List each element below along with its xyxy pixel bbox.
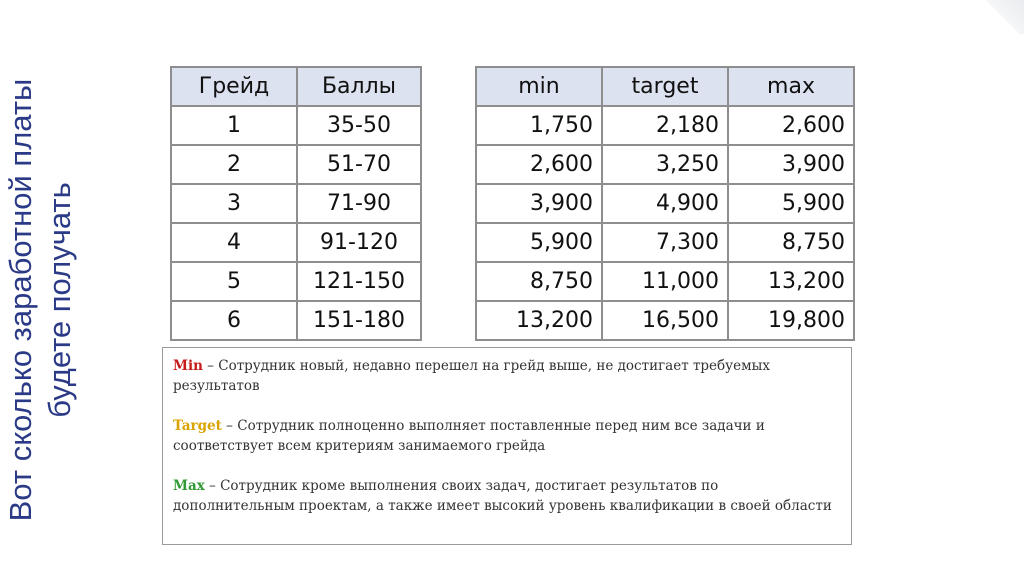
target-cell: 11,000 — [602, 262, 728, 301]
min-cell: 2,600 — [476, 145, 602, 184]
target-cell: 7,300 — [602, 223, 728, 262]
target-cell: 16,500 — [602, 301, 728, 340]
max-cell: 13,200 — [728, 262, 854, 301]
min-cell: 8,750 — [476, 262, 602, 301]
target-column-header: target — [602, 67, 728, 106]
legend-key-max: Max — [173, 478, 205, 494]
table-row — [171, 106, 421, 145]
legend-item-min — [173, 356, 841, 396]
legend-separator: – — [221, 418, 238, 434]
legend-key-target: Target — [173, 418, 222, 434]
level-legend-box — [162, 347, 852, 545]
points-cell: 35-50 — [297, 106, 421, 145]
slide-title — [0, 70, 90, 530]
points-column-header: Баллы — [297, 67, 421, 106]
grade-cell: 5 — [171, 262, 297, 301]
grade-cell: 2 — [171, 145, 297, 184]
page-corner-fold — [982, 0, 1024, 34]
grade-cell: 4 — [171, 223, 297, 262]
points-cell: 91-120 — [297, 223, 421, 262]
points-cell: 71-90 — [297, 184, 421, 223]
grade-cell: 1 — [171, 106, 297, 145]
max-cell: 8,750 — [728, 223, 854, 262]
min-cell: 3,900 — [476, 184, 602, 223]
max-column-header: max — [728, 67, 854, 106]
legend-key-min: Min — [173, 358, 203, 374]
table-row — [171, 223, 421, 262]
slide-title-line-2: будете получать — [42, 182, 77, 418]
legend-item-max — [173, 476, 841, 516]
legend-separator: – — [204, 478, 221, 494]
min-column-header: min — [476, 67, 602, 106]
points-cell: 121-150 — [297, 262, 421, 301]
salary-table-header-row — [476, 67, 854, 106]
table-row — [476, 184, 854, 223]
grade-cell: 3 — [171, 184, 297, 223]
min-cell: 5,900 — [476, 223, 602, 262]
table-row — [476, 145, 854, 184]
grade-table-header-row — [171, 67, 421, 106]
grade-cell: 6 — [171, 301, 297, 340]
max-cell: 2,600 — [728, 106, 854, 145]
table-row — [476, 106, 854, 145]
grade-column-header: Грейд — [171, 67, 297, 106]
points-cell: 151-180 — [297, 301, 421, 340]
grade-points-table — [170, 66, 422, 341]
target-cell: 4,900 — [602, 184, 728, 223]
legend-text-target: Сотрудник полноценно выполняет поставленные перед ним все задачи и соответствует всем критериям занимаемого грейда — [173, 418, 765, 454]
slide-title-line-1: Вот сколько заработной платы — [3, 78, 38, 522]
table-row — [171, 262, 421, 301]
legend-separator: – — [202, 358, 219, 374]
legend-text-max: Сотрудник кроме выполнения своих задач, достигает результатов по дополнительным проектам, а также имеет высокий уровень квалификации в своей области — [173, 478, 832, 514]
table-row — [171, 145, 421, 184]
min-cell: 13,200 — [476, 301, 602, 340]
target-cell: 3,250 — [602, 145, 728, 184]
table-row — [171, 184, 421, 223]
min-cell: 1,750 — [476, 106, 602, 145]
table-row — [171, 301, 421, 340]
max-cell: 5,900 — [728, 184, 854, 223]
salary-range-table — [475, 66, 855, 341]
max-cell: 19,800 — [728, 301, 854, 340]
target-cell: 2,180 — [602, 106, 728, 145]
max-cell: 3,900 — [728, 145, 854, 184]
table-row — [476, 262, 854, 301]
points-cell: 51-70 — [297, 145, 421, 184]
table-row — [476, 223, 854, 262]
legend-item-target — [173, 416, 841, 456]
table-row — [476, 301, 854, 340]
legend-text-min: Сотрудник новый, недавно перешел на грейд выше, не достигает требуемых результатов — [173, 358, 770, 394]
